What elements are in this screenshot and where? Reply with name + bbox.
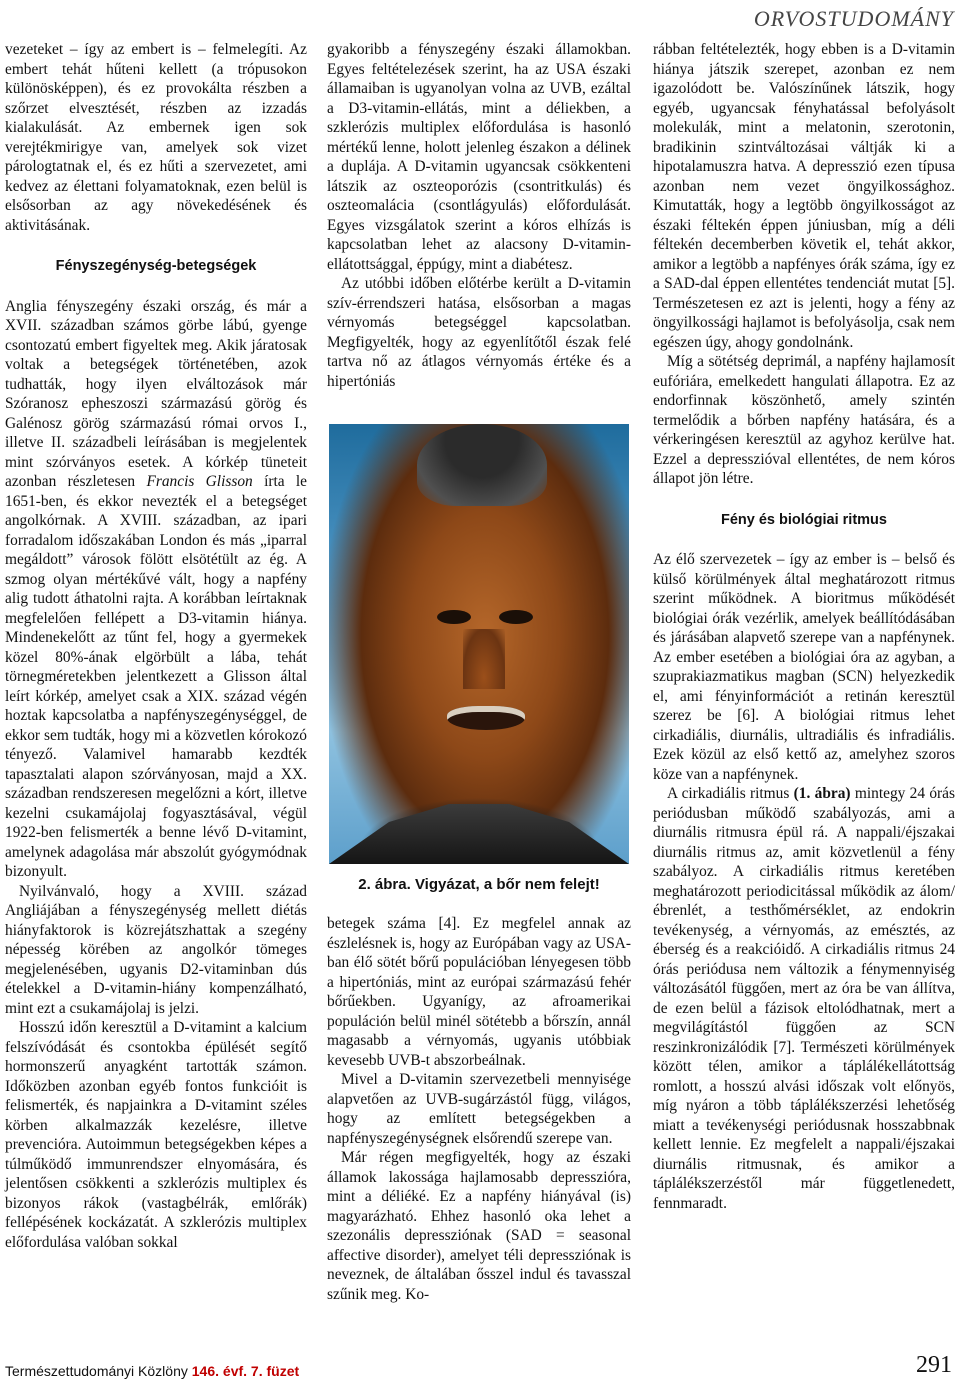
column-3 <box>653 40 955 1213</box>
paragraph: Már régen megfigyelték, hogy az északi államok lakossága hajlamosabb depresszióra, mint a déliéké. Ez a napfény hiányával (is) magyarázható. Ehhez hasonló oka lehet a szezonális depressziónak (SAD = seasonal affective disorder), amelyet téli depressziónak is neveznek, de általában ősszel indul és tavasszal szűnik meg. Ko- <box>327 1149 631 1303</box>
figure-shirt <box>329 804 629 864</box>
figure-nose <box>463 629 505 689</box>
column-2 <box>327 40 631 391</box>
figure-eye <box>499 610 533 624</box>
paragraph: Az élő szervezetek – így az ember is – belső és külső körülmények által meghatározott ritmus szerint működnek. A bioritmus működését biológiai órák vezérlik, amelyek beállítódásában és járásában alapvető szerepe van a napfénynek. Az ember esetében a biológiai óra az agyban, a szuprakiazmatikus magban (SCN) helyezkedik el, ami fényinformációt a retinán keresztül szerez be [6]. A biológiai ritmus lehet cirkadiális, diurnális, ultradiális és infradiális. Ezek közül az első kettő az, amelyhez szoros köze van a napfénynek. <box>653 551 955 783</box>
footer-journal <box>5 1363 299 1379</box>
section-label: ORVOSTUDOMÁNY <box>753 6 954 31</box>
figure-eye <box>437 610 471 624</box>
author-name: Francis Glisson <box>146 473 253 490</box>
paragraph: Míg a sötétség deprimál, a napfény hajlamosít eufóriára, emelkedett hangulati állapotra. Ez az endorfinnak köszönhető, amely szintén termelődik a bőrben napfény hatására, és a vérkeringésen keresztül az agyhoz kerülve hat. Ezzel a depresszióval ellentétes, de nem kóros állapot jön létre. <box>653 353 955 487</box>
figure-portrait <box>329 424 629 864</box>
paragraph-text: mintegy 24 órás periódusban működő szabályozás, ami a diurnális ritmusra épül rá. A nappali/éjszakai diurnális ritmus az, amit közvetlenül a fény szabályoz. A cirkadiális ritmus keretében meghatározott periodicitással működik az álom/ébrenlét, a testhőmérséklet, az endokrin tevékenység, a vérnyomás, az emésztés, az éberség és a reakcióidő. A cirkadiális ritmus 24 órás periódusa nem változik a fénymennyiség változásától függően, mert az óra be van állítva, de ezen belül a fázisok eltolódhatnak, mert a megvilágítástól függően az SCN reszinkronizálódik [7]. Természeti körülmények között télen, amikor a táplálékellátottság romlott, a hosszú alvási időszak volt előnyös, míg nyáron a több táplálékszerzési lehetőség miatt a tevékenységi periódusnak hosszabbnak kellett lennie. Ez megfelelt a nappali/éjszakai diurnális ritmusnak, és amikor a táplálékszerzéstől már függetlenedett, fennmaradt. <box>653 785 955 1212</box>
column-2-continued <box>327 914 631 1304</box>
section-heading: Fényszegénység-betegségek <box>55 258 257 274</box>
section-heading: Fény és biológiai ritmus <box>721 511 887 528</box>
paragraph: gyakoribb a fényszegény északi államokban. Egyes feltételezések szerint, ha az USA északi államaiban is ugyanolyan volna az UVB, ezáltal a D3-vitamin-ellátás, mint a déliekben, a szklerózis multiplex előfordulása is hasonló mértékű lenne, holott jelenleg északon a délinek a duplája. A D-vitamin ugyancsak csökkenteni látszik az oszteoporózis (csontritkulás) és oszteomalácia (csontlágyulás) előfordulását. Egyes vizsgálatok szerint a kóros elhízás is kapcsolatban lehet az alacsony D-vitamin-ellátottsággal, éppúgy, mint a diabétesz. <box>327 41 631 273</box>
paragraph: Hosszú időn keresztül a D-vitamint a kalcium felszívódását és csontokba épülését segítő hormonszerű anyagként tartották számon. Időközben azonban egyéb fontos funkcióit is felismerték, és napjainkra a D-vitamint széles körben alkalmazzák kezelésre, illetve prevencióra. Autoimmun betegségekben képes a túlműködő immunrendszer elnyomására, és jelentősen csökkenti a szklerózis multiplex és bizonyos rákok (vastagbélrák, emlőrák) fellépésének kockázatát. A szklerózis multiplex előfordulása valóban sokkal <box>5 1019 307 1251</box>
paragraph <box>5 297 307 882</box>
issue-info: 146. évf. 7. füzet <box>191 1363 300 1379</box>
paragraph: betegek száma [4]. Ez megfelel annak az észlelésnek is, hogy az Európában vagy az USA-ban élő sötét bőrű populációban lényegesen több a hipertóniás, mint az európai származású fehér bőrűekben. Ugyanígy, az afroamerikai populáción belül minél sötétebb a bőrszín, annál magasabb a vérnyomás, ugyanis utóbbiak kevesebb UVB-t abszorbeálnak. <box>327 915 631 1069</box>
figure-caption: 2. ábra. Vigyázat, a bőr nem felejt! <box>358 876 600 893</box>
page-number: 291 <box>916 1352 952 1378</box>
journal-name: Természettudományi Közlöny <box>5 1363 188 1379</box>
column-1 <box>5 40 307 1252</box>
figure-reference: (1. ábra) <box>793 785 851 802</box>
paragraph: Mivel a D-vitamin szervezetbeli mennyisége alapvetően az UVB-sugárzástól függ, világos, hogy az említett betegségekben a napfényszegénységnek elsőrendű szerepe van. <box>327 1071 631 1147</box>
paragraph: Az utóbbi időben előtérbe került a D-vitamin szív-érrendszeri hatása, elsősorban a magas vérnyomás betegséggel kapcsolatban. Megfigyelték, hogy az egyenlítőtől észak felé tartva nő az átlagos vérnyomás értéke és a hipertóniás <box>327 275 631 390</box>
paragraph-text: A cirkadiális ritmus <box>667 785 790 802</box>
figure-mouth <box>447 706 525 730</box>
paragraph: rábban feltételezték, hogy ebben is a D-vitamin hiánya játszik szerepet, azonban ez nem igazolódott be. Valószínűnek látszik, hogy egyéb, ugyancsak fényhatással befolyásolt molekulák, mint a melatonin, szerotonin, bradikinin szintváltozásai váltják ki a hipotalamuszra hatva. A depresszió ezen típusa azonban nem vezet öngyilkossághoz. Kimutatták, hogy a legtöbb öngyilkosságot az északi féltekén éppen júniusban, míg a déli féltekén decemberben követik el, tehát akkor, amikor a legtöbb a napfényes órák száma, így ez a SAD-dal éppen ellentétes tendenciát mutat [5]. Természetesen ez azt is jelenti, hogy a fény az öngyilkossági hajlamot is befolyásolja, csak nem egészen úgy, ahogy gondolnánk. <box>653 41 955 351</box>
paragraph: vezeteket – így az embert is – felmelegíti. Az embert tehát hűteni kellett (a trópusokon különösképpen), és ez provokálta részben a szőrzet elvesztését, részben az izzadás kialakulását. Az embernek igen sok verejtékmirigye van, amelyek sok vizet párologtatnak el, és ez hűti a szervezetet, ami kedvez az élettani folyamatoknak, ezen belül is elsősorban az agy növekedésének és aktivitásának. <box>5 41 307 234</box>
paragraph-text: írta le 1651-ben, és ekkor nevezték el a betegséget angolkórnak. A XVIII. században, az ipari forradalom időszakában London és más „iparral megáldott” városok fölött elsötétült az ég. A szmog olyan mértékűvé vált, hogy a napfény alig tudott áthatolni rajta. A korábban leírtaknak megfelelően fellépett a D3-vitamin hiánya. Mindenekelőtt az tűnt fel, hogy a gyermekek közel 80%-ának elgörbült a lába, tehát törnegméretekben jelentkezett a Glisson által leírt kórkép, amelyet csak a XIX. század végén hoztak kapcsolatba a napfényszegénységgel, de ekkor sem tudták, hogy mi a közvetlen kórokozó tényező. Valamivel hamarabb kezdték tapasztalati alapon szórványosan, majd a XX. században rendszeresen megelőzni a kórt, illetve kezelni csukamájolaj fogyasztásával, végül 1922-ben felismerték a benne lévő D-vitamint, amelynek adagolása már abszolút gyógymódnak bizonyult. <box>5 473 308 880</box>
paragraph <box>653 784 955 1213</box>
paragraph-text: Anglia fényszegény északi ország, és már a XVII. században számos görbe lábú, gyenge csontozatú embert figyeltek meg. Akik járatosak voltak a betegségek történetében, azok tudhatták, hogy ilyen elváltozások már Szóranosz epheszoszi származású görög és Galénosz görög származású római orvos I., illetve II. századbeli leírásában is megjelentek mint szórványos esetek. A kórkép tüneteit azonban részletesen <box>5 297 307 490</box>
paragraph: Nyilvánvaló, hogy a XVIII. század Angliájában a fényszegénység mellett diétás hiányfaktorok is közrejátszhattak a szegény népesség körében az angolkór tömeges megjelenésében, ugyanis D2-vitaminban dús ételekkel a D-vitamin-hiány kompenzálható, mint ezt a csukamájolaj is jelzi. <box>5 882 307 1017</box>
figure-hair <box>417 424 547 506</box>
